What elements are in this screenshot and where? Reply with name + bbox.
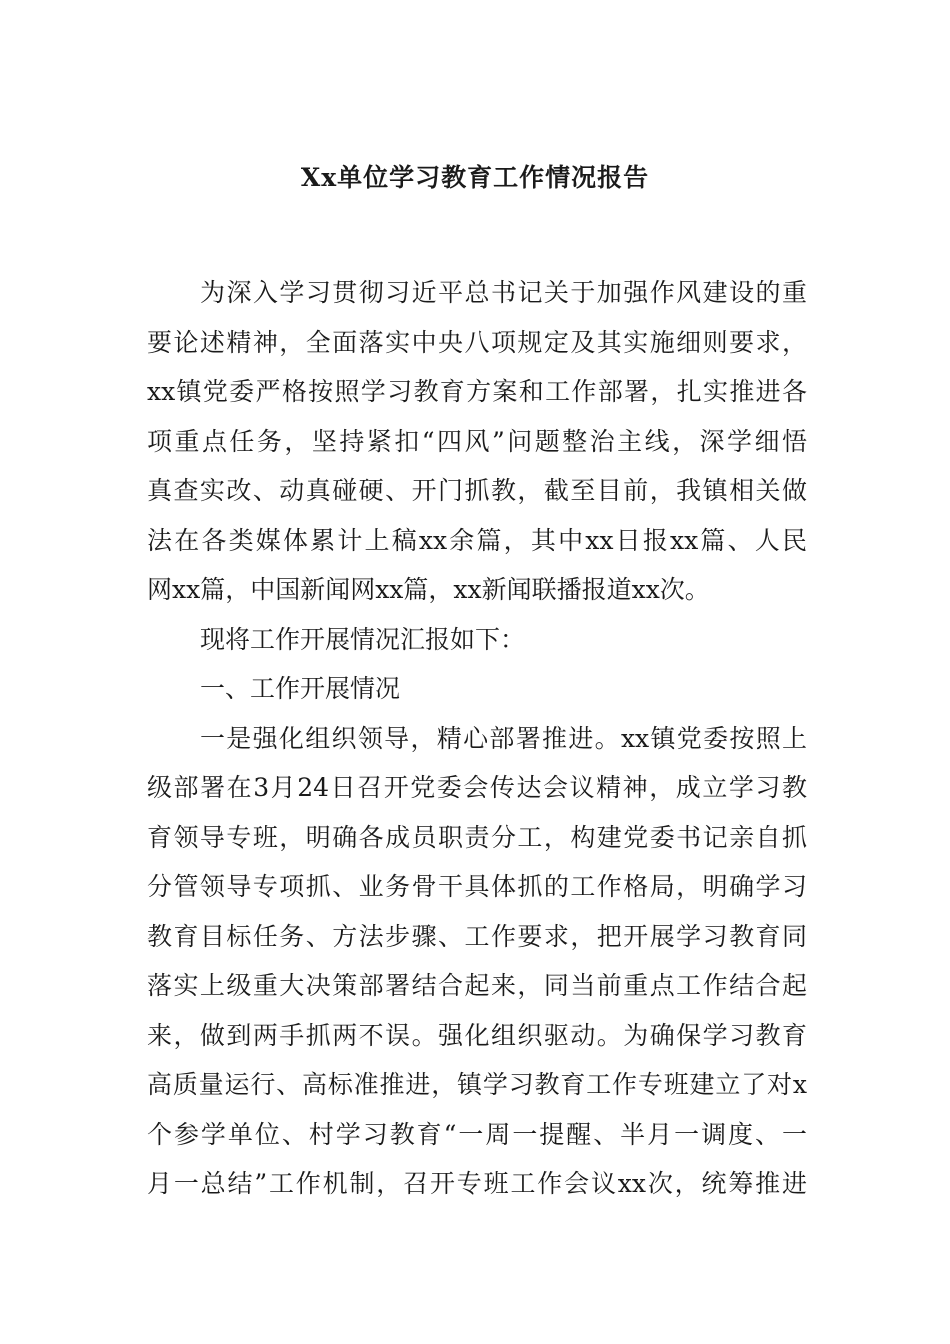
paragraph-line: 分管领导专项抓、业务骨干具体抓的工作格局，明确学习	[147, 872, 807, 901]
paragraph-line: 级部署在3月24日召开党委会传达会议精神，成立学习教	[147, 773, 807, 802]
paragraph-line: 一是强化组织领导，精心部署推进。xx镇党委按照上	[200, 723, 807, 753]
paragraph-line: 落实上级重大决策部署结合起来，同当前重点工作结合起	[147, 971, 807, 1000]
paragraph-line: 个参学单位、村学习教育“一周一提醒、半月一调度、一	[147, 1119, 807, 1149]
paragraph-line: 月一总结”工作机制，召开专班工作会议xx次，统筹推进	[147, 1169, 807, 1198]
document-title: Xx单位学习教育工作情况报告	[300, 163, 650, 192]
paragraph-line: xx镇党委严格按照学习教育方案和工作部署，扎实推进各	[147, 377, 807, 406]
paragraph-line: 网xx篇，中国新闻网xx篇，xx新闻联播报道xx次。	[147, 575, 710, 604]
paragraph-line: 法在各类媒体累计上稿xx余篇，其中xx日报xx篇、人民	[147, 525, 807, 555]
paragraph-line: 教育目标任务、方法步骤、工作要求，把开展学习教育同	[147, 921, 807, 951]
paragraph-line: 现将工作开展情况汇报如下：	[200, 624, 526, 654]
paragraph-line: 来，做到两手抓两不误。强化组织驱动。为确保学习教育	[147, 1020, 807, 1050]
paragraph-line: 育领导专班，明确各成员职责分工，构建党委书记亲自抓	[147, 822, 807, 852]
paragraph-line: 高质量运行、高标准推进，镇学习教育工作专班建立了对x	[147, 1070, 807, 1099]
document-body	[147, 268, 807, 1209]
paragraph-line: 项重点任务，坚持紧扣“四风”问题整治主线，深学细悟	[147, 426, 807, 456]
paragraph-line: 真查实改、动真碰硬、开门抓教，截至目前，我镇相关做	[147, 476, 807, 505]
paragraph-line: 要论述精神，全面落实中央八项规定及其实施细则要求，	[147, 327, 807, 357]
section-heading: 一、工作开展情况	[200, 674, 401, 703]
paragraph-line: 为深入学习贯彻习近平总书记关于加强作风建设的重	[200, 278, 807, 307]
